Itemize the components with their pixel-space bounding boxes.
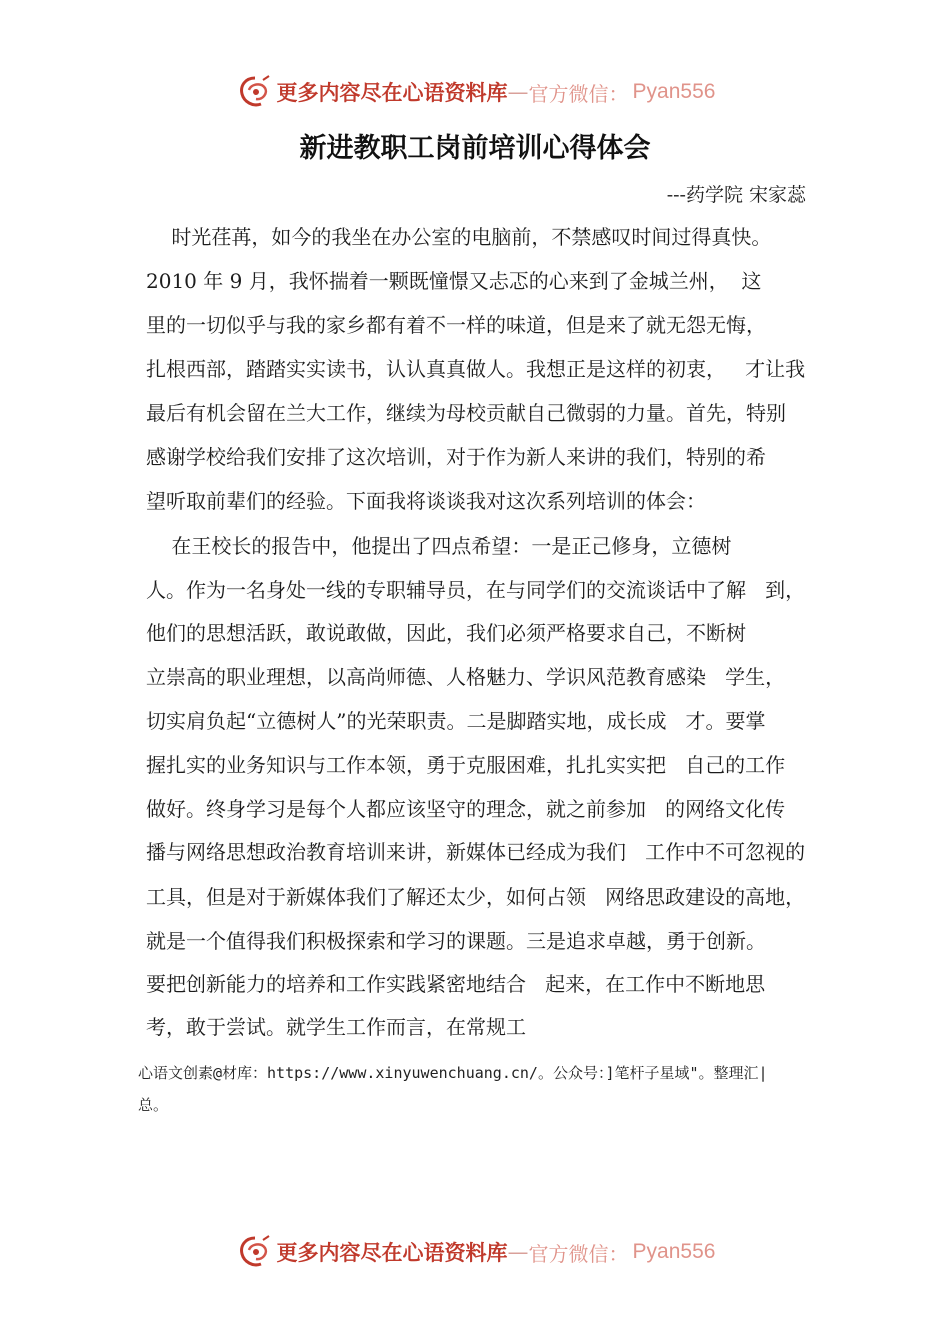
- banner-site-name: 更多内容尽在心语资料库: [276, 81, 508, 105]
- body-line: 扎根西部，踏踏实实读书，认认真真做人。我想正是这样的初衷， 才让我: [146, 357, 806, 381]
- body-line: 他们的思想活跃，敢说敢做，因此，我们必须严格要求自己，不断树: [146, 621, 746, 645]
- footer-watermark-banner: [0, 1232, 950, 1272]
- document-title: 新进教职工岗前培训心得体会: [299, 133, 651, 164]
- document-author: ---药学院 宋家蕊: [666, 184, 806, 206]
- banner-separator: —: [507, 1240, 529, 1264]
- body-line: 在王校长的报告中，他提出了四点希望：一是正己修身，立德树: [146, 534, 732, 558]
- header-watermark-banner: [0, 72, 950, 112]
- footnote-line: 心语文创素@材库：https://www.xinyuwenchuang.cn/。公众号：]笔杆子星域"。整理汇|: [138, 1064, 768, 1082]
- banner-wechat-label: 官方微信：: [528, 81, 629, 106]
- body-line: 最后有机会留在兰大工作，继续为母校贡献自己微弱的力量。首先，特别: [146, 401, 786, 425]
- body-line: 感谢学校给我们安排了这次培训，对于作为新人来讲的我们，特别的希: [146, 445, 766, 469]
- body-line: 考，敢于尝试。就学生工作而言，在常规工: [146, 1015, 526, 1039]
- body-line: 人。作为一名身处一线的专职辅导员，在与同学们的交流谈话中了解 到，: [146, 578, 806, 602]
- footnote-line: 总。: [138, 1096, 169, 1114]
- body-line: 望听取前辈们的经验。下面我将谈谈我对这次系列培训的体会：: [146, 489, 706, 513]
- body-line: 切实肩负起“立德树人”的光荣职责。二是脚踏实地，成长成 才。要掌: [146, 709, 766, 733]
- banner-wechat-id: Pyan556: [632, 80, 716, 103]
- body-line: 做好。终身学习是每个人都应该坚守的理念，就之前参加 的网络文化传: [146, 797, 786, 821]
- xinyu-logo-icon: [235, 1232, 275, 1272]
- body-line: 里的一切似乎与我的家乡都有着不一样的味道，但是来了就无怨无悔，: [146, 313, 766, 337]
- body-line: 2010 年 9 月，我怀揣着一颗既憧憬又忐忑的心来到了金城兰州， 这: [146, 269, 762, 293]
- xinyu-logo-icon: [235, 72, 275, 112]
- banner-wechat-id: Pyan556: [632, 1240, 716, 1263]
- banner-wechat-label: 官方微信：: [528, 1241, 629, 1266]
- body-line: 时光荏苒，如今的我坐在办公室的电脑前，不禁感叹时间过得真快。: [146, 225, 772, 249]
- banner-site-name: 更多内容尽在心语资料库: [276, 1241, 508, 1265]
- banner-separator: —: [507, 80, 529, 104]
- body-line: 工具，但是对于新媒体我们了解还太少，如何占领 网络思政建设的高地，: [146, 885, 806, 909]
- body-line: 握扎实的业务知识与工作本领，勇于克服困难，扎扎实实把 自己的工作: [146, 753, 786, 777]
- body-line: 播与网络思想政治教育培训来讲，新媒体已经成为我们 工作中不可忽视的: [146, 840, 806, 864]
- body-line: 立崇高的职业理想，以高尚师德、人格魅力、学识风范教育感染 学生，: [146, 665, 786, 689]
- body-line: 要把创新能力的培养和工作实践紧密地结合 起来，在工作中不断地思: [146, 972, 766, 996]
- body-line: 就是一个值得我们积极探索和学习的课题。三是追求卓越，勇于创新。: [146, 929, 766, 953]
